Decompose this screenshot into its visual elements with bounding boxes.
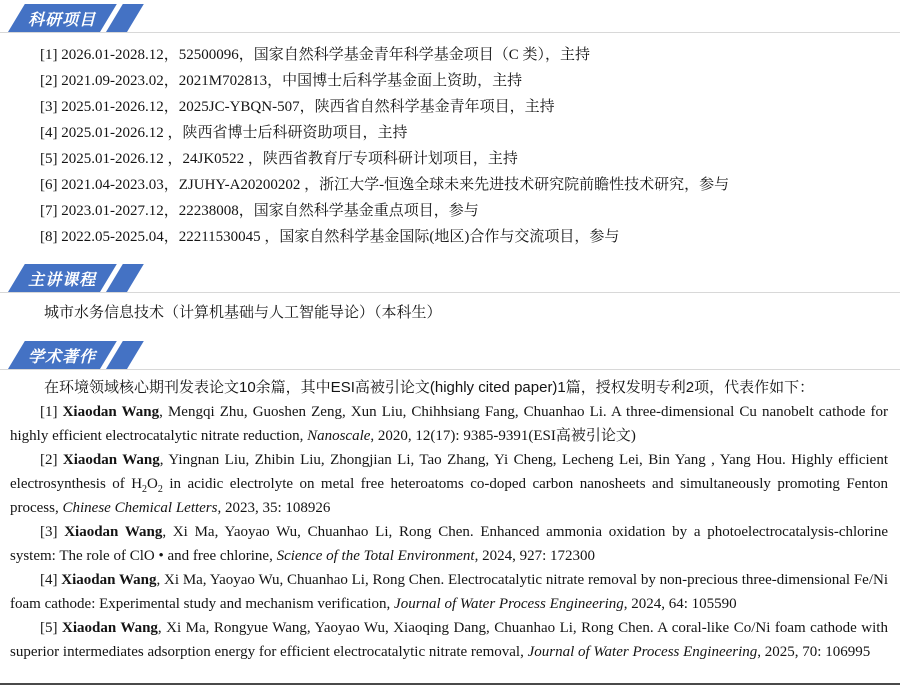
project-list bbox=[0, 42, 900, 250]
project-item: [4] 2025.01-2026.12 ，陕西省博士后科研资助项目，主持 bbox=[40, 125, 408, 141]
projects-banner bbox=[8, 4, 117, 32]
publications-intro: 在环境领域核心期刊发表论文10余篇，其中ESI高被引论文(highly cited paper)1篇，授权发明专利2项，代表作如下： bbox=[44, 379, 815, 396]
publications-title: 学术著作 bbox=[28, 348, 97, 366]
publications-header bbox=[0, 341, 900, 370]
project-item: [2] 2021.09-2023.02，2021M702813，中国博士后科学基金面上资助，主持 bbox=[40, 73, 523, 89]
publication-entry: [1] Xiaodan Wang, Mengqi Zhu, Guoshen Zeng, Xun Liu, Chihhsiang Fang, Chuanhao Li. A three-dimensional Cu nanobelt cathode for highly efficient electrocatalytic nitrate reduction, Nanoscale, 2020, 12(17): 9385-9391(ESI高被引论文) bbox=[10, 404, 888, 444]
project-item: [1] 2026.01-2028.12，52500096，国家自然科学基金青年科学基金项目（C 类），主持 bbox=[40, 47, 590, 63]
publication-entry: [2] Xiaodan Wang, Yingnan Liu, Zhibin Liu, Zhongjian Li, Tao Zhang, Yi Cheng, Lecheng Lei, Bin Yang , Yang Hou. Highly efficient electrosynthesis of $H_2O_2$ in acidic electrolyte on metal free heteroatoms co-doped carbon nanosheets and simultaneously promoting Fenton process, Chinese Chemical Letters, 2023, 35: 108926 bbox=[10, 452, 888, 516]
projects-title: 科研项目 bbox=[28, 11, 97, 29]
courses-banner bbox=[8, 264, 117, 292]
project-item: [7] 2023.01-2027.12，22238008，国家自然科学基金重点项目，参与 bbox=[40, 203, 479, 219]
page bbox=[0, 4, 900, 664]
course-list bbox=[0, 300, 900, 326]
publication-entries bbox=[0, 400, 900, 664]
project-item: [5] 2025.01-2026.12 ，24JK0522 ，陕西省教育厅专项科研计划项目，主持 bbox=[40, 151, 518, 167]
publication-entry: [5] Xiaodan Wang, Xi Ma, Rongyue Wang, Yaoyao Wu, Xiaoqing Dang, Chuanhao Li, Rong Chen. A coral-like Co/Ni foam cathode with superior intermediates adsorption energy for efficient electrocatalytic nitrate removal, Journal of Water Process Engineering, 2025, 70: 106995 bbox=[10, 620, 888, 660]
section-projects bbox=[0, 4, 900, 250]
section-publications bbox=[0, 341, 900, 664]
publication-entry: [4] Xiaodan Wang, Xi Ma, Yaoyao Wu, Chuanhao Li, Rong Chen. Electrocatalytic nitrate removal by non-precious three-dimensional Fe/Ni foam cathode: Experimental study and mechanism verification, Journal of Water Process Engineering, 2024, 64: 105590 bbox=[10, 572, 888, 612]
section-courses bbox=[0, 264, 900, 326]
publication-entry: [3] Xiaodan Wang, Xi Ma, Yaoyao Wu, Chuanhao Li, Rong Chen. Enhanced ammonia oxidation by a photoelectrocatalysis-chlorine system: The role of ClO • and free chlorine, Science of the Total Environment, 2024, 927: 172300 bbox=[10, 524, 888, 564]
project-item: [8] 2022.05-2025.04，22211530045 ，国家自然科学基金国际(地区)合作与交流项目，参与 bbox=[40, 229, 620, 245]
courses-title: 主讲课程 bbox=[28, 271, 97, 289]
course-item: 城市水务信息技术（计算机基础与人工智能导论）（本科生） bbox=[44, 305, 442, 321]
courses-header bbox=[0, 264, 900, 293]
project-item: [3] 2025.01-2026.12，2025JC-YBQN-507，陕西省自然科学基金青年项目，主持 bbox=[40, 99, 555, 115]
publications-banner bbox=[8, 341, 117, 369]
projects-header bbox=[0, 4, 900, 33]
project-item: [6] 2021.04-2023.03，ZJUHY-A20200202 ，浙江大学-恒逸全球未来先进技术研究院前瞻性技术研究，参与 bbox=[40, 177, 730, 193]
